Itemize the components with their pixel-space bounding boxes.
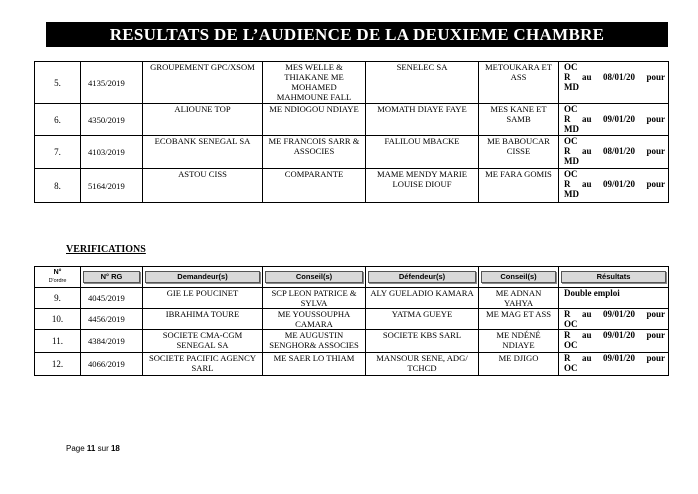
resultat-word: R (564, 353, 571, 363)
header-rg: N° RG (81, 267, 143, 288)
cell-defendeur: ALY GUELADIO KAMARA (366, 288, 479, 309)
resultat-line: MD (564, 82, 579, 92)
resultat-word: au (581, 330, 592, 340)
resultat-word: pour (646, 353, 665, 363)
resultat-line: OC (564, 319, 578, 329)
cell-resultat (559, 288, 669, 309)
resultat-renvoi-line (564, 330, 665, 340)
resultat-renvoi-line (564, 146, 665, 156)
cell-demandeur: ASTOU CISS (143, 169, 263, 203)
cell-conseil-defendeur: METOUKARA ET ASS (479, 62, 559, 104)
resultat-word: 09/01/20 (602, 114, 635, 124)
cell-num: 8. (35, 169, 81, 203)
cell-conseil-demandeur: SCP LEON PATRICE & SYLVA (263, 288, 366, 309)
resultat-line: MD (564, 156, 579, 166)
cell-num: 11. (35, 330, 81, 353)
table-row (35, 62, 669, 104)
cell-conseil-defendeur: ME MAG ET ASS (479, 309, 559, 330)
resultat-word: 09/01/20 (602, 309, 635, 319)
cell-conseil-demandeur: ME AUGUSTIN SENGHOR& ASSOCIES (263, 330, 366, 353)
table-row (35, 169, 669, 203)
cell-num: 7. (35, 136, 81, 169)
table-header-row (35, 267, 669, 288)
cell-rg: 4045/2019 (81, 288, 143, 309)
cell-demandeur: ECOBANK SENEGAL SA (143, 136, 263, 169)
cell-demandeur: GIE LE POUCINET (143, 288, 263, 309)
cell-conseil-demandeur: ME SAER LO THIAM (263, 353, 366, 376)
cell-resultat (559, 104, 669, 136)
cell-demandeur: IBRAHIMA TOURE (143, 309, 263, 330)
cell-rg: 4103/2019 (81, 136, 143, 169)
resultat-word: 08/01/20 (602, 146, 635, 156)
resultat-word: R (564, 330, 571, 340)
cell-defendeur: MAME MENDY MARIE LOUISE DIOUF (366, 169, 479, 203)
table-row (35, 104, 669, 136)
cell-conseil-demandeur: ME FRANCOIS SARR & ASSOCIES (263, 136, 366, 169)
resultat-renvoi-line (564, 72, 665, 82)
cell-conseil-demandeur: MES WELLE & THIAKANE ME MOHAMED MAHMOUNE FALL (263, 62, 366, 104)
header-num: N° D'ordre (35, 267, 81, 288)
resultat-line: OC (564, 169, 578, 179)
cell-resultat (559, 136, 669, 169)
table-row (35, 309, 669, 330)
resultat-line: MD (564, 124, 579, 134)
cell-conseil-demandeur: ME NDIOGOU NDIAYE (263, 104, 366, 136)
resultat-word: R (564, 72, 571, 82)
cell-demandeur: SOCIETE CMA-CGM SENEGAL SA (143, 330, 263, 353)
cell-conseil-defendeur: ME DJIGO (479, 353, 559, 376)
resultat-word: au (581, 72, 592, 82)
resultat-word: R (564, 114, 571, 124)
resultat-word: pour (646, 72, 665, 82)
resultat-line: OC (564, 363, 578, 373)
cell-rg: 4384/2019 (81, 330, 143, 353)
resultat-word: pour (646, 330, 665, 340)
cell-rg: 4135/2019 (81, 62, 143, 104)
resultat-renvoi-line (564, 179, 665, 189)
results-table-main (34, 61, 669, 203)
cell-defendeur: SOCIETE KBS SARL (366, 330, 479, 353)
cell-resultat (559, 309, 669, 330)
cell-demandeur: ALIOUNE TOP (143, 104, 263, 136)
cell-num: 5. (35, 62, 81, 104)
page-title-banner: RESULTATS DE L’AUDIENCE DE LA DEUXIEME CHAMBRE (46, 22, 668, 47)
cell-demandeur: SOCIETE PACIFIC AGENCY SARL (143, 353, 263, 376)
resultat-text: Double emploi (564, 288, 620, 298)
header-resultats: Résultats (559, 267, 669, 288)
cell-resultat (559, 62, 669, 104)
cell-conseil-defendeur: ME ADNAN YAHYA (479, 288, 559, 309)
resultat-line: OC (564, 104, 578, 114)
resultat-line: OC (564, 136, 578, 146)
verifications-table (34, 266, 669, 376)
cell-resultat (559, 169, 669, 203)
resultat-word: au (581, 309, 592, 319)
cell-conseil-defendeur: ME NDÉNÉ NDIAYE (479, 330, 559, 353)
resultat-word: R (564, 146, 571, 156)
resultat-word: au (581, 146, 592, 156)
resultat-word: au (581, 353, 592, 363)
table-row (35, 136, 669, 169)
resultat-word: 09/01/20 (602, 179, 635, 189)
verifications-heading: VERIFICATIONS (66, 244, 146, 255)
cell-num: 12. (35, 353, 81, 376)
cell-rg: 4066/2019 (81, 353, 143, 376)
cell-conseil-demandeur: ME YOUSSOUPHA CAMARA (263, 309, 366, 330)
resultat-word: au (581, 179, 592, 189)
cell-demandeur: GROUPEMENT GPC/XSOM (143, 62, 263, 104)
resultat-renvoi-line (564, 309, 665, 319)
header-demandeur: Demandeur(s) (143, 267, 263, 288)
cell-resultat (559, 353, 669, 376)
resultat-line: OC (564, 340, 578, 350)
cell-num: 10. (35, 309, 81, 330)
cell-defendeur: SENELEC SA (366, 62, 479, 104)
cell-rg: 4350/2019 (81, 104, 143, 136)
cell-num: 9. (35, 288, 81, 309)
resultat-renvoi-line (564, 353, 665, 363)
resultat-word: pour (646, 114, 665, 124)
cell-defendeur: FALILOU MBACKE (366, 136, 479, 169)
resultat-word: pour (646, 309, 665, 319)
header-conseil-defendeur: Conseil(s) (479, 267, 559, 288)
cell-defendeur: YATMA GUEYE (366, 309, 479, 330)
resultat-word: pour (646, 146, 665, 156)
cell-conseil-defendeur: MES KANE ET SAMB (479, 104, 559, 136)
header-defendeur: Défendeur(s) (366, 267, 479, 288)
resultat-line: MD (564, 189, 579, 199)
resultat-word: R (564, 179, 571, 189)
table-row (35, 330, 669, 353)
resultat-word: 08/01/20 (602, 72, 635, 82)
table-row (35, 288, 669, 309)
cell-conseil-demandeur: COMPARANTE (263, 169, 366, 203)
cell-defendeur: MANSOUR SENE, ADG/ TCHCD (366, 353, 479, 376)
cell-rg: 4456/2019 (81, 309, 143, 330)
resultat-word: 09/01/20 (602, 330, 635, 340)
resultat-word: au (581, 114, 592, 124)
resultat-word: 09/01/20 (602, 353, 635, 363)
resultat-word: pour (646, 179, 665, 189)
cell-resultat (559, 330, 669, 353)
resultat-renvoi-line (564, 114, 665, 124)
cell-num: 6. (35, 104, 81, 136)
page-footer: Page 11 sur 18 (66, 444, 120, 453)
resultat-word: R (564, 309, 571, 319)
resultat-line: OC (564, 62, 578, 72)
cell-defendeur: MOMATH DIAYE FAYE (366, 104, 479, 136)
header-conseil-demandeur: Conseil(s) (263, 267, 366, 288)
table-row (35, 353, 669, 376)
cell-conseil-defendeur: ME FARA GOMIS (479, 169, 559, 203)
cell-rg: 5164/2019 (81, 169, 143, 203)
cell-conseil-defendeur: ME BABOUCAR CISSE (479, 136, 559, 169)
